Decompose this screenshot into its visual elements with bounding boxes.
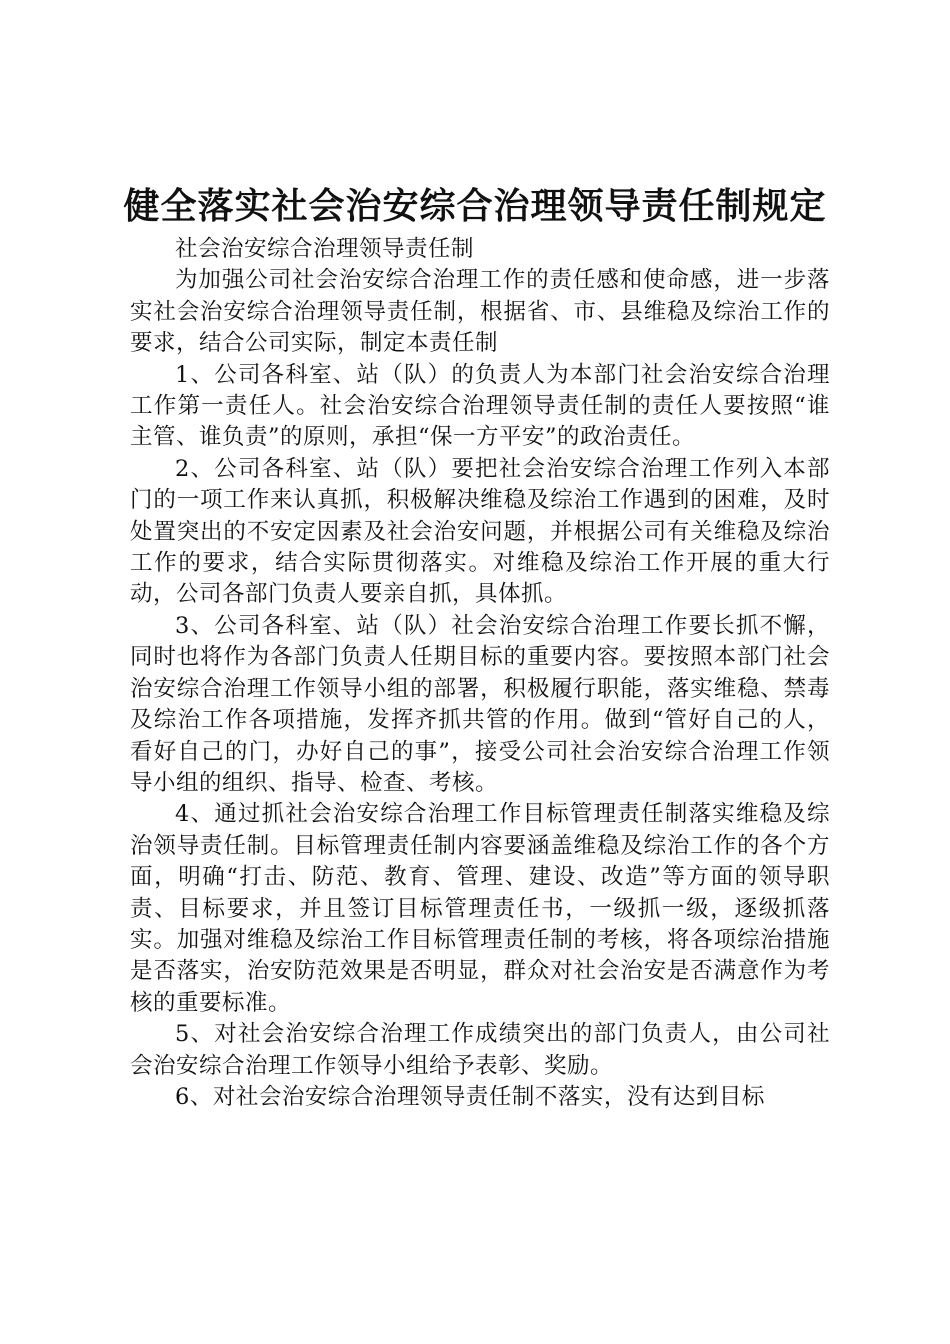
paragraph-item-6: 6、对社会治安综合治理领导责任制不落实，没有达到目标 [175, 1083, 765, 1110]
document-body [130, 234, 830, 1113]
paragraph-intro: 为加强公司社会治安综合治理工作的责任感和使命感，进一步落实社会治安综合治理领导责任制，根据省、市、县维稳及综治工作的要求，结合公司实际，制定本责任制 [130, 267, 830, 357]
paragraph-item-1: 1、公司各科室、站（队）的负责人为本部门社会治安综合治理工作第一责任人。社会治安综合治理领导责任制的责任人要按照“谁主管、谁负责”的原则，承担“保一方平安”的政治责任。 [130, 361, 830, 451]
document-title: 健全落实社会治安综合治理领导责任制规定 [123, 186, 827, 227]
paragraph-item-3: 3、公司各科室、站（队）社会治安综合治理工作要长抓不懈，同时也将作为各部门负责人任期目标的重要内容。要按照本部门社会治安综合治理工作领导小组的部署，积极履行职能，落实维稳、禁毒及综治工作各项措施，发挥齐抓共管的作用。做到“管好自己的人，看好自己的门，办好自己的事”，接受公司社会治安综合治理工作领导小组的组织、指导、检查、考核。 [130, 612, 830, 796]
document-subtitle: 社会治安综合治理领导责任制 [175, 236, 475, 262]
paragraph-item-2: 2、公司各科室、站（队）要把社会治安综合治理工作列入本部门的一项工作来认真抓，积极解决维稳及综治工作遇到的困难，及时处置突出的不安定因素及社会治安问题，并根据公司有关维稳及综治工作的要求，结合实际贯彻落实。对维稳及综治工作开展的重大行动，公司各部门负责人要亲自抓，具体抓。 [130, 455, 830, 608]
paragraph-item-4: 4、通过抓社会治安综合治理工作目标管理责任制落实维稳及综治领导责任制。目标管理责任制内容要涵盖维稳及综治工作的各个方面，明确“打击、防范、教育、管理、建设、改造”等方面的领导职责、目标要求，并且签订目标管理责任书，一级抓一级，逐级抓落实。加强对维稳及综治工作目标管理责任制的考核，将各项综治措施是否落实，治安防范效果是否明显，群众对社会治安是否满意作为考核的重要标准。 [130, 801, 830, 1016]
paragraph-item-5: 5、对社会治安综合治理工作成绩突出的部门负责人，由公司社会治安综合治理工作领导小组给予表彰、奖励。 [130, 1021, 830, 1079]
